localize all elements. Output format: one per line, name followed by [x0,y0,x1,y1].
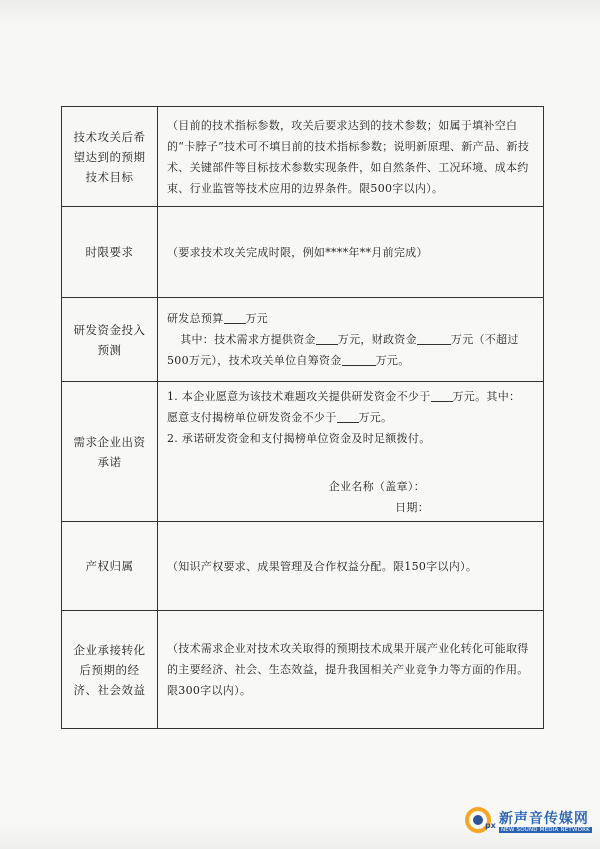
row-technical-goal [62,107,544,207]
commitment-item1-c: 愿意支付揭榜单位研发资金不少于 [167,411,337,424]
funding-line2-b: 万元，财政资金 [337,333,417,346]
funding-total-prefix: 研发总预算 [167,312,224,325]
watermark-title: 新声音传媒网 [498,811,589,827]
blank-fiscal-funds [417,330,451,345]
media-logo-icon: px [465,807,495,837]
label-funding: 研发资金投入预测 [62,298,158,382]
blank-min-funds [431,387,453,402]
commitment-content [158,382,544,522]
signature-date: 日期： [395,501,429,514]
blank-winner-funds [337,408,359,423]
text-technical-goal: （目前的技术指标参数，攻关后要求达到的技术参数；如属于填补空白的“卡脖子”技术可不填目前的技术指标参数；说明新原理、新产品、新技术、关键部件等目标技术参数实现条件，如自然条件、工况环境、成本约束、行业监管等技术应用的边界条件。限500字以内）。 [158,107,544,207]
commitment-item1-b: 万元。其中： [452,390,521,403]
text-ip-ownership: （知识产权要求、成果管理及合作权益分配。限150字以内）。 [158,522,544,611]
row-commitment [62,382,544,522]
watermark-subtitle: NEW SOUND MEDIA NETWORK [500,827,590,833]
funding-line2-c: 万元（不超过 [450,333,519,346]
text-deadline: （要求技术攻关完成时限，例如****年**月前完成） [158,207,544,298]
funding-content [158,298,544,382]
commitment-item1-d: 万元。 [358,411,393,424]
blank-demand-side-funds [316,330,338,345]
watermark [465,807,592,837]
requirement-form-table [61,106,544,729]
label-technical-goal: 技术攻关后希望达到的预期技术目标 [62,107,158,207]
label-deadline: 时限要求 [62,207,158,298]
funding-total-suffix: 万元 [245,312,269,325]
row-deadline [62,207,544,298]
label-commitment: 需求企业出资承诺 [62,382,158,522]
commitment-item2: 2. 承诺研发资金和支付揭榜单位资金及时足额拨付。 [167,432,431,445]
funding-line3-a: 500万元），技术攻关单位自筹资金 [167,354,342,367]
funding-line3-b: 万元。 [375,354,410,367]
company-name-seal: 企业名称（盖章）： [328,480,425,493]
commitment-item1-a: 1. 本企业愿意为该技术难题攻关提供研发资金不少于 [167,390,431,403]
blank-total-budget [224,309,246,324]
row-ip-ownership [62,522,544,611]
label-ip-ownership: 产权归属 [62,522,158,611]
label-expected-benefit: 企业承接转化后预期的经济、社会效益 [62,611,158,729]
text-expected-benefit: （技术需求企业对技术攻关取得的预期技术成果开展产业化转化可能取得的主要经济、社会、生态效益，提升我国相关产业竞争力等方面的作用。限300字以内）。 [158,611,544,729]
blank-self-raised-funds [342,351,376,366]
funding-line2-a: 其中：技术需求方提供资金 [180,333,316,346]
row-expected-benefit [62,611,544,729]
row-funding [62,298,544,382]
